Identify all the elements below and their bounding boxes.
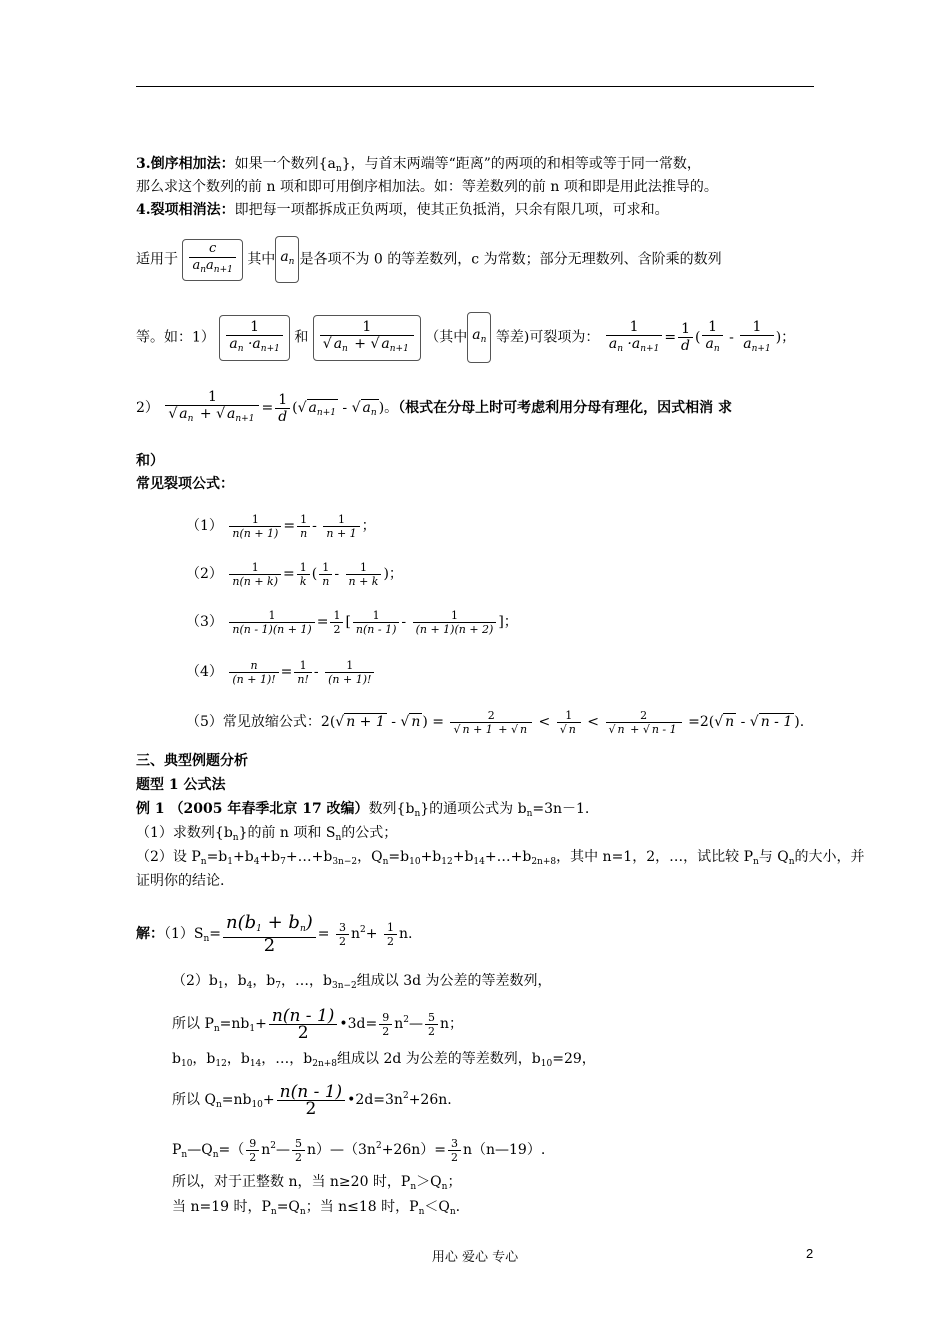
text: =29， — [552, 1051, 596, 1067]
question2: （2）设 $P_n=b_1+b_4+b_7+\dots+b_{3n-2}$，$Q_n=b_{10}+b_{12}+b_{14}+\dots+b_{2n+8}$，其中 n=1，2，…，试比较 $P_n$与 $Q_n$的大小，并 — [136, 849, 865, 867]
text: （1）求数列{b — [136, 825, 233, 841]
text: 是各项不为 0 的等差数列，c 为常数；部分无理数列、含阶乘的数列 — [299, 251, 722, 268]
text: =Q — [276, 1199, 300, 1215]
text: 的公式； — [341, 825, 398, 841]
text: ，b — [252, 973, 276, 989]
text: +b — [452, 849, 474, 865]
text: =3n－1. — [532, 801, 590, 817]
text: ，b — [223, 973, 247, 989]
formula-1-over-sqrt-sum: $\frac{1}{√ a_n + √ a_{n+1}}$ — [313, 315, 421, 361]
label: （2） — [186, 566, 223, 582]
text: •3d= — [339, 1016, 378, 1032]
text: 和 — [294, 329, 309, 346]
part3-heading — [136, 751, 248, 771]
formula-an: $a_n$ — [275, 236, 299, 283]
page-number: 2 — [806, 1246, 814, 1261]
label: （4） — [186, 664, 223, 680]
text: ；当 n≤18 时，P — [305, 1199, 419, 1215]
text: ，其中 n=1，2，…，试比较 P — [556, 849, 753, 865]
text: 组成以 3d 为公差的等差数列， — [356, 973, 552, 989]
example-label: 例 1 （2005 年春季北京 17 改编） — [136, 801, 369, 817]
text: +…+b — [484, 849, 532, 865]
solution-8: 当 n=19 时，$P_n=Q_n$；当 n≤18 时，$P_n<Q_n$. — [172, 1199, 461, 1217]
label: （3） — [186, 614, 223, 630]
text: ，…，b — [281, 973, 332, 989]
text: ＞Q — [416, 1174, 442, 1190]
text: （其中 — [425, 329, 468, 346]
formula-split-lhs: $\frac{1}{a_n \cdot a_{n+1}}$ — [606, 319, 662, 357]
label: （5）常见放缩公式： — [186, 714, 321, 730]
formula-1-over-an1: $\frac{1}{a_{n+1}}$ — [740, 319, 773, 357]
text: — — [276, 1142, 290, 1158]
text: + — [262, 1092, 275, 1108]
text: —Q — [187, 1142, 213, 1158]
text: 那么求这个数列的前 n 项和即可用倒序相加法。如：等差数列的前 n 项和即是用此法推导的。 — [136, 179, 718, 195]
solution-label: 解： — [136, 926, 164, 942]
formula-1-over-an: $\frac{1}{a_n}$ — [702, 319, 722, 357]
text: ＜Q — [424, 1199, 450, 1215]
solution-1: 解：$(1)S_n=$ $\frac{n(b_1 + b_n)}{2}$ = $\frac{3}{2}$ $n^2+$ $\frac{1}{2}$ n. — [136, 911, 413, 956]
header-rule — [136, 86, 814, 87]
text: . — [455, 1199, 461, 1215]
text: n — [394, 1016, 404, 1032]
text: ，Q — [357, 849, 383, 865]
text: = — [209, 926, 222, 942]
text: 所以，对于正整数 n，当 n≥20 时，P — [172, 1174, 411, 1190]
solution-5: 所以 $Q_n=nb_{10}+$ $\frac{n(n - 1)}{2}$ $•2d=3n^2+26n$. — [172, 1081, 452, 1119]
formula-1-over-d: $\frac{1}{d}$ — [275, 392, 290, 425]
text: 等差)可裂项为： — [495, 329, 600, 346]
common-formulas-title — [136, 474, 234, 494]
text: b — [172, 1051, 181, 1067]
formula-1-over-d: $\frac{1}{d}$ — [678, 321, 693, 354]
text: +b — [259, 849, 281, 865]
text: 常见裂项公式： — [136, 476, 234, 492]
text: 即把每一项都拆成正负两项，使其正负抵消，只余有限几项，可求和。 — [234, 202, 669, 218]
page-footer: 用心 爱心 专心 — [431, 1250, 519, 1265]
formula-sqrt-fraction: $\frac{1}{√ a_n + √ a_{n+1}}$ — [165, 389, 259, 427]
text: （2）b — [172, 973, 218, 989]
text: 2） — [136, 400, 159, 416]
text: 当 n=19 时，P — [172, 1199, 271, 1215]
sec4-example1: 等。如：1） $\frac{1}{a_n \cdot a_{n+1}}$ 和 $\frac{1}{√ a_n + √ a_{n+1}}$ （其中 $a_n$ 等差)可裂项为： $\frac{1}{a_n \cdot a_{n+1}}$ = $\frac{1}{d}$ ( $\frac{1}{a_n}$ - $\frac{1}{a_{n+1}}$ )； — [136, 312, 795, 363]
sec3-line1 — [136, 154, 701, 179]
text: =（ — [218, 1142, 245, 1158]
text: 数列{b — [368, 801, 415, 817]
sec3-line2 — [136, 177, 718, 197]
text: 三、典型例题分析 — [136, 753, 248, 769]
text: 所以 Q — [172, 1092, 216, 1108]
text: （2）设 P — [136, 849, 201, 865]
sec4-title: 4.裂项相消法： — [136, 202, 235, 218]
text: }的通项公式为 b — [420, 801, 527, 817]
text: 等。如：1） — [136, 329, 215, 346]
text: — — [409, 1016, 424, 1032]
label: （1） — [186, 518, 223, 534]
text: }，与首末两端等“距离”的两项的和相等或等于同一常数， — [341, 156, 701, 172]
text: 组成以 2d 为公差的等差数列，b — [337, 1051, 541, 1067]
text: 适用于 — [136, 251, 178, 268]
text: =b — [388, 849, 410, 865]
text: ，b — [226, 1051, 250, 1067]
formula-5: （5）常见放缩公式：2(√ n + 1 - √ n ) = $\frac{2}{√ n + 1 + √ n}$ < $\frac{1}{√ n}$ < $\frac{2}{√ n + √ n - 1}$ =2(√ n - √ n - 1 ). — [186, 708, 805, 736]
text: =b — [206, 849, 228, 865]
text: +26n）= — [381, 1142, 446, 1158]
solution-2: $(2)b_1$，$b_4$，$b_7$，…，$b_{3n-2}$组成以 3d 为公差的等差数列， — [172, 973, 552, 991]
solution-4: $b_{10}$，$b_{12}$，$b_{14}$，…，$b_{2n+8}$组成以 2d 为公差的等差数列，$b_{10}=29$， — [172, 1051, 596, 1069]
formula-2: （2） $\frac{1}{n(n + k)}$ = $\frac{1}{k}$ ( $\frac{1}{n}$ - $\frac{1}{n + k}$ )； — [186, 560, 403, 588]
text: ； — [447, 1174, 462, 1190]
text: 的大小，并 — [794, 849, 865, 865]
text: +b — [233, 849, 254, 865]
text: （1）S — [164, 926, 204, 942]
text: }的前 n 项和 S — [238, 825, 336, 841]
text: + — [255, 1016, 267, 1032]
formula-3: （3） $\frac{1}{n(n - 1)(n + 1)}$ = $\frac{1}{2}$ [ $\frac{1}{n(n - 1)}$ - $\frac{1}{(n + 1)(n + 2)}$ ]； — [186, 608, 518, 636]
text: 如果一个数列{a — [234, 156, 336, 172]
solution-7: 所以，对于正整数 n，当 n≥20 时，$P_n>Q_n$； — [172, 1174, 462, 1192]
text: =nb — [221, 1092, 252, 1108]
text: 与 Q — [758, 849, 789, 865]
text: n — [261, 1142, 271, 1158]
formula-1: （1） $\frac{1}{n(n + 1)}$ = $\frac{1}{n}$ - $\frac{1}{n + 1}$ ； — [186, 512, 376, 540]
solution-3: 所以 $P_n=nb_1+$ $\frac{n(n - 1)}{2}$ •3d= $\frac{9}{2}$ $n^2—$ $\frac{5}{2}$ n； — [172, 1005, 464, 1043]
question2-cont — [136, 871, 224, 891]
text: •2d=3n — [347, 1092, 403, 1108]
text: 其中 — [247, 251, 276, 268]
question1: （1）求数列$\{b_n\}$的前 n 项和 $S_n$的公式； — [136, 825, 398, 843]
text: ，b — [192, 1051, 216, 1067]
text: ，…，b — [261, 1051, 313, 1067]
example1: 例 1 （2005 年春季北京 17 改编）数列$\{b_n\}$的通项公式为 $b_n=3n-1$. — [136, 801, 590, 819]
text: =nb — [219, 1016, 250, 1032]
text: P — [172, 1142, 182, 1158]
sec3-title: 3.倒序相加法： — [136, 156, 235, 172]
text: +b — [420, 849, 442, 865]
note: （根式在分母上时可考虑利用分母有理化，因式相消 求 — [398, 400, 733, 416]
text: +…+b — [285, 849, 333, 865]
solution-6: $P_n—Q_n=$（ $\frac{9}{2}$ $n^2—$ $\frac{5}{2}$ $n)—(3n^2+26n)=$ $\frac{3}{2}$ n（n—19）. — [172, 1136, 546, 1164]
text: n（n—19）. — [462, 1142, 546, 1158]
text: +26n. — [408, 1092, 452, 1108]
formula-an: $a_n$ — [467, 312, 491, 363]
text: 证明你的结论. — [136, 873, 225, 889]
formula-1-over-anan1: $\frac{1}{a_n \cdot a_{n+1}}$ — [219, 315, 289, 361]
formula-c-over-anan1: $\frac{c}{a_na_{n+1}}$ — [182, 239, 242, 281]
sec4-example2: 2） $\frac{1}{√ a_n + √ a_{n+1}}$ = $\frac{1}{d}$ (√ $a_{n+1}$ - √ $a_n$ )。（根式在分母上时可考虑利用分母有理化，因式相消 求 — [136, 386, 732, 435]
sec4-note-cont — [136, 451, 164, 471]
type1-heading — [136, 775, 226, 795]
text: 题型 1 公式法 — [136, 777, 226, 793]
sec4-apply-line — [136, 236, 722, 283]
sec4-line1 — [136, 200, 669, 220]
text: 所以 P — [172, 1016, 214, 1032]
text: n）—（3n — [307, 1142, 376, 1158]
text: n； — [440, 1016, 464, 1032]
formula-4: （4） $\frac{n}{(n + 1)!}$ = $\frac{1}{n!}$ - $\frac{1}{(n + 1)!}$ — [186, 654, 376, 690]
text: 和） — [136, 453, 164, 469]
sub: n — [335, 164, 342, 174]
